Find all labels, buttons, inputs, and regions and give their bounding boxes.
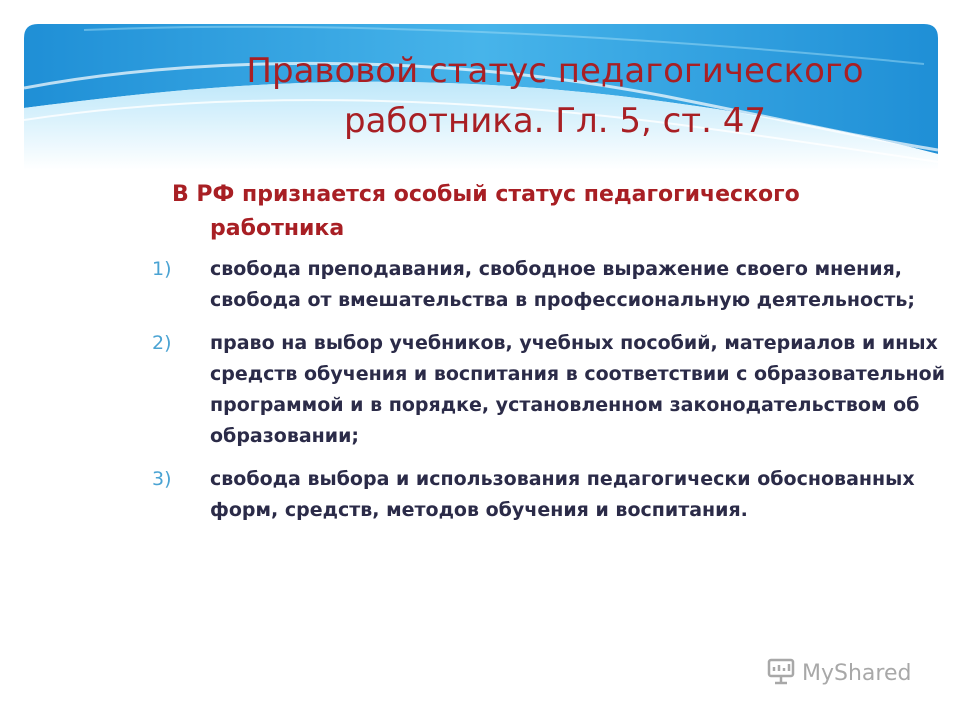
slide-content	[0, 178, 960, 538]
watermark	[766, 656, 911, 690]
list-item-number: 3)	[152, 468, 172, 490]
watermark-brand: MyShared	[802, 660, 912, 686]
slide-title	[150, 46, 960, 146]
slide-title-line-1: Правовой статус педагогического	[246, 51, 864, 91]
list-item-number: 1)	[152, 258, 172, 280]
list-item-number: 2)	[152, 332, 172, 354]
list-item-text: право на выбор учебников, учебных пособий, материалов и иных средств обучения и воспитания в соответствии с образовательной программой и в порядке, установленном законодательством об образовании;	[210, 332, 946, 447]
list-item	[0, 464, 950, 526]
rights-list	[0, 254, 960, 526]
lead-statement: В РФ признается особый статус педагогического работника	[172, 182, 800, 241]
list-item-text: свобода преподавания, свободное выражение своего мнения, свобода от вмешательства в профессиональную деятельность;	[210, 258, 915, 311]
slide-title-line-2: работника. Гл. 5, ст. 47	[343, 101, 766, 141]
list-item	[0, 254, 950, 316]
list-item-text: свобода выбора и использования педагогически обоснованных форм, средств, методов обучения и воспитания.	[210, 468, 915, 521]
presentation-board-icon	[766, 656, 796, 690]
list-item	[0, 328, 950, 452]
